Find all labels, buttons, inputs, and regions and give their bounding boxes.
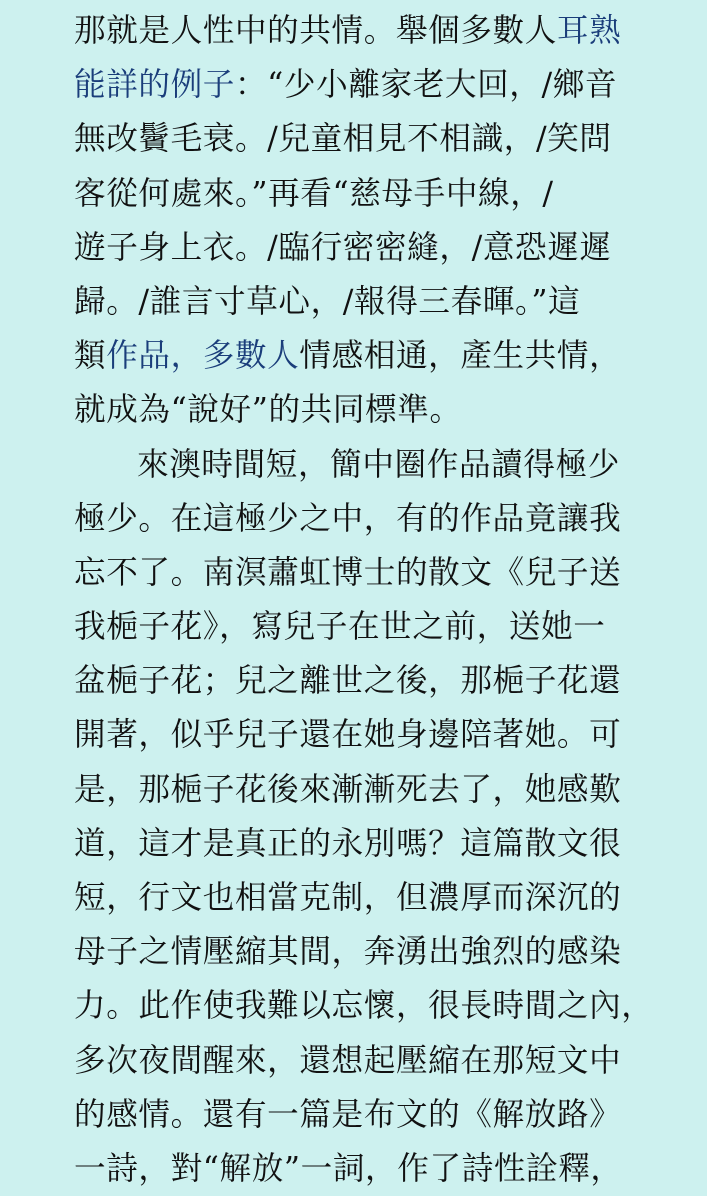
text-run: 客從何處來。”再看“慈母手中線，/ bbox=[74, 175, 554, 212]
highlighted-text: 耳熟 bbox=[556, 13, 622, 49]
text-line-22 bbox=[74, 1142, 707, 1196]
text-run: 那就是人性中的共情。舉個多數人 bbox=[74, 13, 557, 49]
text-line-17 bbox=[74, 871, 707, 925]
text-line-2 bbox=[74, 58, 707, 112]
text-run: 的感情。還有一篇是布文的《解放路》 bbox=[74, 1096, 622, 1133]
text-run: 開著，似乎兒子還在她身邊陪著她。可 bbox=[74, 717, 622, 754]
text-run: 就成為“說好”的共同標準。 bbox=[74, 392, 462, 429]
text-line-14 bbox=[74, 708, 707, 762]
text-run: 力。此作使我難以忘懷，很長時間之內， bbox=[74, 988, 654, 1025]
text-line-15 bbox=[74, 763, 707, 817]
text-line-4 bbox=[74, 167, 707, 221]
highlighted-text: 能詳的例子 bbox=[74, 67, 235, 104]
text-run: 無改鬢毛衰。/兒童相見不相識，/笑問 bbox=[74, 121, 612, 158]
text-line-11 bbox=[74, 546, 707, 600]
text-line-19 bbox=[74, 979, 707, 1033]
text-run: 是，那梔子花後來漸漸死去了，她感歎 bbox=[74, 771, 622, 808]
text-run: 盆梔子花；兒之離世之後，那梔子花還 bbox=[74, 663, 622, 700]
text-line-13 bbox=[74, 654, 707, 708]
text-run: 類 bbox=[74, 338, 107, 375]
text-run: ：“少小離家老大回，/鄉音 bbox=[234, 67, 618, 104]
text-run: 來澳時間短，簡中圈作品讀得極少 bbox=[137, 446, 620, 483]
text-line-18 bbox=[74, 925, 707, 979]
text-line-10 bbox=[74, 492, 707, 546]
text-line-5 bbox=[74, 221, 707, 275]
text-run: 短，行文也相當克制，但濃厚而深沉的 bbox=[74, 880, 622, 916]
text-line-12 bbox=[74, 600, 707, 654]
text-line-6 bbox=[74, 275, 707, 329]
text-line-21 bbox=[74, 1088, 707, 1142]
highlighted-text: 作品，多數人 bbox=[106, 338, 300, 375]
text-run: 歸。/誰言寸草心，/報得三春暉。”這 bbox=[74, 283, 581, 320]
text-line-7 bbox=[74, 329, 707, 383]
text-line-20 bbox=[74, 1034, 707, 1088]
text-run: 忘不了。南溟蕭虹博士的散文《兒子送 bbox=[74, 554, 622, 591]
text-line-1 bbox=[74, 4, 707, 58]
text-run: 我梔子花》，寫兒子在世之前，送她一 bbox=[74, 609, 606, 646]
paragraph-start-line bbox=[74, 438, 707, 492]
text-run: 極少。在這極少之中，有的作品竟讓我 bbox=[74, 500, 622, 537]
text-line-16 bbox=[74, 817, 707, 871]
text-run: 母子之情壓縮其間，奔湧出強烈的感染 bbox=[74, 934, 622, 971]
text-line-3 bbox=[74, 112, 707, 166]
text-run: 情感相通，產生共情， bbox=[299, 338, 622, 375]
text-run: 遊子身上衣。/臨行密密縫，/意恐遲遲 bbox=[74, 229, 612, 266]
text-run: 一詩，對“解放”一詞，作了詩性詮釋， bbox=[74, 1150, 623, 1187]
text-run: 多次夜間醒來，還想起壓縮在那短文中 bbox=[74, 1042, 622, 1079]
text-run: 道，這才是真正的永別嗎？這篇散文很 bbox=[74, 825, 622, 862]
text-line-8 bbox=[74, 383, 707, 437]
